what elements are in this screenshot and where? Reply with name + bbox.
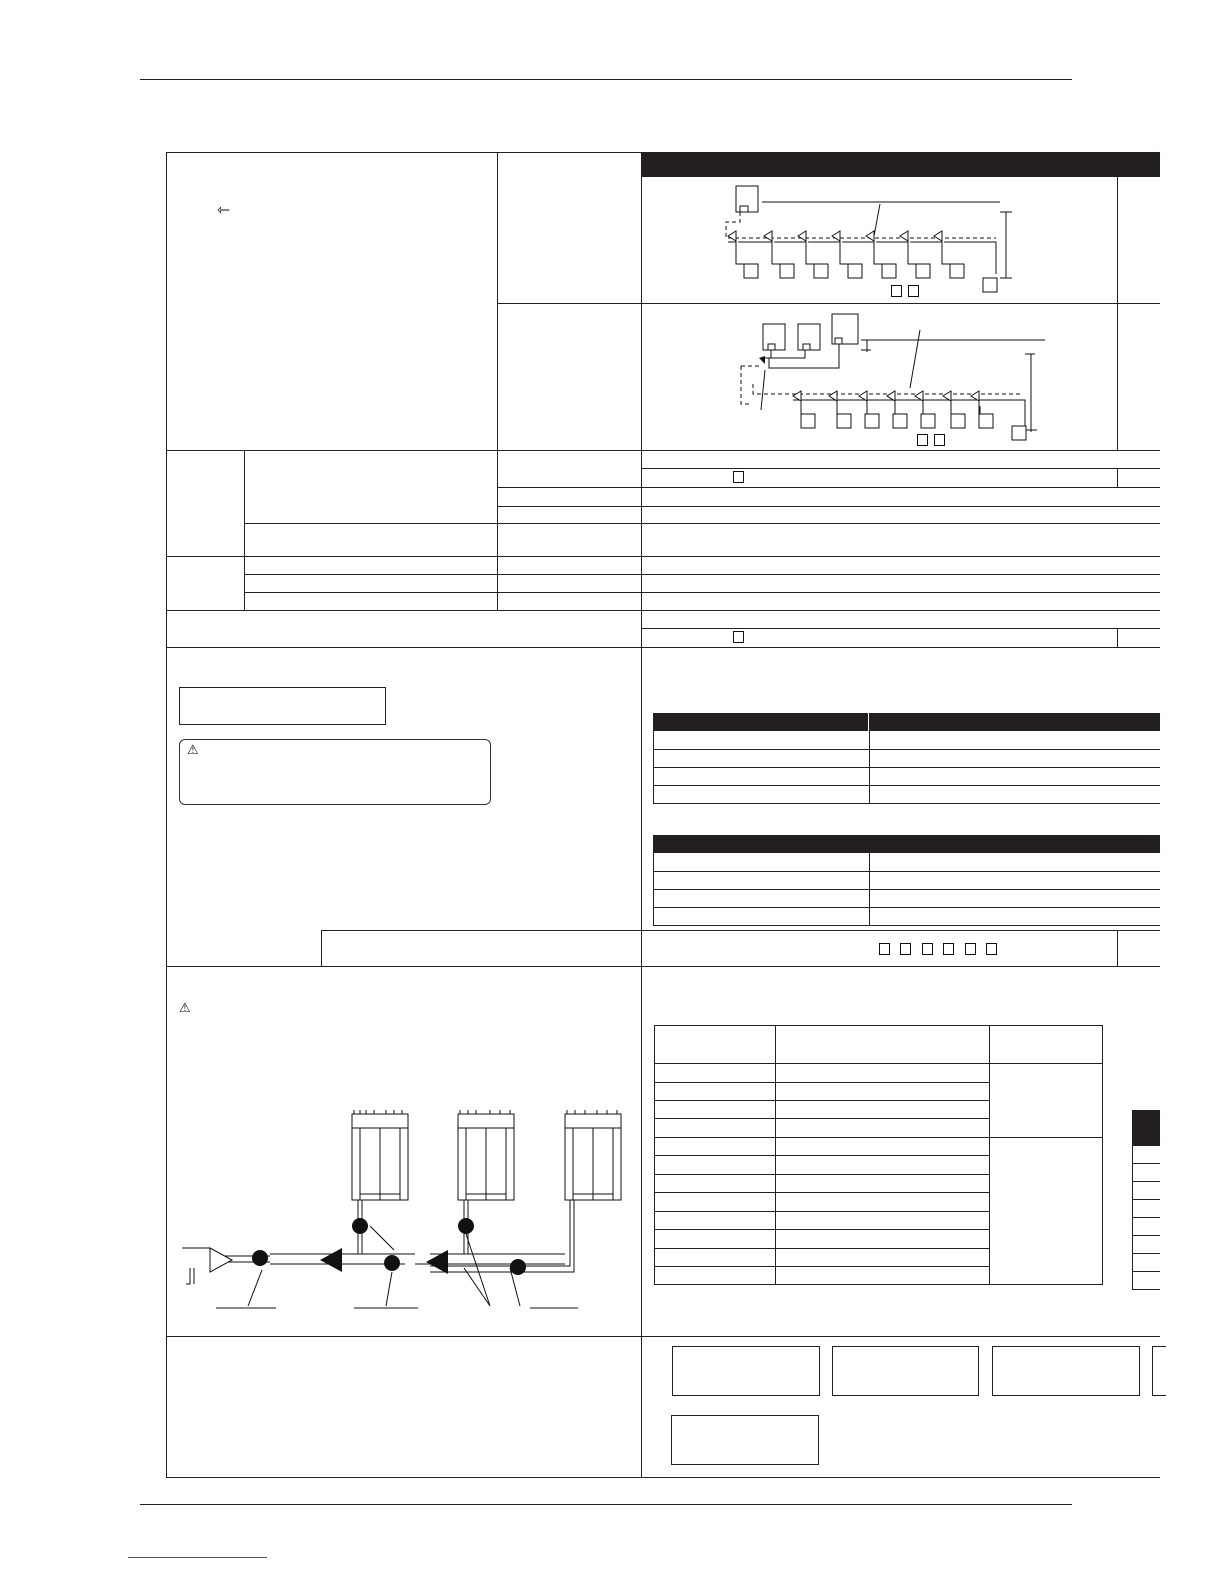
diagram1-marker-b — [908, 285, 919, 297]
frame-bottom — [166, 1477, 1160, 1478]
spec-row-8-marker — [733, 631, 744, 643]
markers-row-left — [321, 930, 322, 967]
warning-icon-2: ⚠ — [179, 1000, 191, 1015]
marker-5 — [965, 943, 976, 955]
col-divider-1 — [497, 152, 498, 610]
diagram-header-bar-right — [1118, 152, 1160, 177]
option-box-2 — [832, 1346, 979, 1396]
diagram2-marker-a — [917, 434, 928, 446]
caution-box — [179, 739, 491, 805]
label-box — [179, 687, 386, 725]
side-tab-row-1 — [1132, 1163, 1160, 1164]
capacity-row-2 — [654, 1100, 989, 1101]
outdoor-units-piping-diagram — [180, 1108, 640, 1318]
marker-3 — [922, 943, 933, 955]
row-divider-1 — [497, 303, 1160, 304]
marker-4 — [943, 943, 954, 955]
spec-row-7 — [166, 610, 1160, 611]
capacity-table-col-2 — [989, 1025, 990, 1285]
side-tab-header — [1132, 1110, 1160, 1146]
diagram-header-bar — [641, 152, 1117, 177]
table-a-row-3 — [653, 785, 1160, 786]
spec-row-3 — [244, 523, 1160, 524]
table-a-row-1 — [653, 749, 1160, 750]
side-tab-row-5 — [1132, 1235, 1160, 1236]
capacity-row-7 — [654, 1192, 989, 1193]
marker-6 — [986, 943, 997, 955]
capacity-row-8 — [654, 1211, 989, 1212]
table-a-row-2 — [653, 767, 1160, 768]
markers-row-split — [1117, 930, 1118, 967]
spec-row-8 — [641, 628, 1160, 629]
table-b-header — [653, 835, 1160, 853]
capacity-row-5 — [654, 1155, 989, 1156]
markers-row-top — [321, 930, 1160, 931]
spec-row-2 — [497, 506, 1160, 507]
section-4-bottom — [166, 1336, 1160, 1337]
piping-diagram-multi — [735, 310, 1055, 445]
spec-row-4 — [166, 556, 1160, 557]
capacity-row-6 — [654, 1174, 989, 1175]
spec-row-1-marker — [733, 471, 744, 483]
spec-row-9 — [166, 647, 1160, 648]
col-divider-2 — [641, 152, 642, 967]
col-divider-lower — [641, 966, 642, 1477]
warning-icon: ⚠ — [187, 742, 199, 757]
side-tab-row-3 — [1132, 1199, 1160, 1200]
capacity-row-3 — [654, 1118, 989, 1119]
header-rule — [140, 79, 1072, 80]
side-tab-row-8 — [1132, 1289, 1160, 1290]
table-a-row-4 — [653, 803, 1160, 804]
side-tab-row-4 — [1132, 1217, 1160, 1218]
row-divider-2 — [166, 450, 1160, 451]
side-tab-row-7 — [1132, 1271, 1160, 1272]
piping-diagram-single — [700, 180, 1040, 300]
plug-icon: ⇽ — [217, 202, 231, 219]
section-3-bottom — [166, 966, 1160, 967]
marker-1 — [879, 943, 890, 955]
option-box-3 — [992, 1346, 1140, 1396]
table-b-row-3 — [653, 907, 1160, 908]
table-b-row-2 — [653, 889, 1160, 890]
capacity-row-1 — [654, 1082, 989, 1083]
side-tab-left — [1132, 1146, 1133, 1290]
side-tab-row-6 — [1132, 1253, 1160, 1254]
spec-row-1b — [497, 487, 1160, 488]
footer-link-underline[interactable] — [128, 1557, 267, 1558]
option-box-1 — [672, 1346, 820, 1396]
spec-row-1-split — [1117, 468, 1118, 487]
diagram1-marker-a — [891, 285, 902, 297]
side-tab-row-2 — [1132, 1181, 1160, 1182]
footer-rule — [140, 1504, 1072, 1505]
table-a-col-split-head — [868, 713, 869, 731]
table-b-row-1 — [653, 871, 1160, 872]
col-divider-3 — [1117, 152, 1118, 450]
capacity-row-11 — [654, 1266, 989, 1267]
capacity-row-10 — [654, 1248, 989, 1249]
capacity-row-9 — [654, 1229, 989, 1230]
capacity-row-4 — [654, 1137, 1103, 1138]
spec-row-5 — [244, 574, 1160, 575]
diagram2-marker-b — [934, 434, 945, 446]
table-a-header — [653, 713, 1160, 731]
frame-left — [166, 152, 167, 1478]
sub-col-divider — [244, 450, 245, 610]
option-box-4 — [1152, 1346, 1166, 1396]
capacity-table-head — [654, 1063, 1103, 1064]
spec-row-1a — [641, 468, 1160, 469]
option-box-5 — [671, 1415, 819, 1465]
marker-2 — [900, 943, 911, 955]
spec-row-8-split — [1117, 628, 1118, 647]
spec-row-6 — [244, 592, 1160, 593]
table-b-row-4 — [653, 925, 1160, 926]
